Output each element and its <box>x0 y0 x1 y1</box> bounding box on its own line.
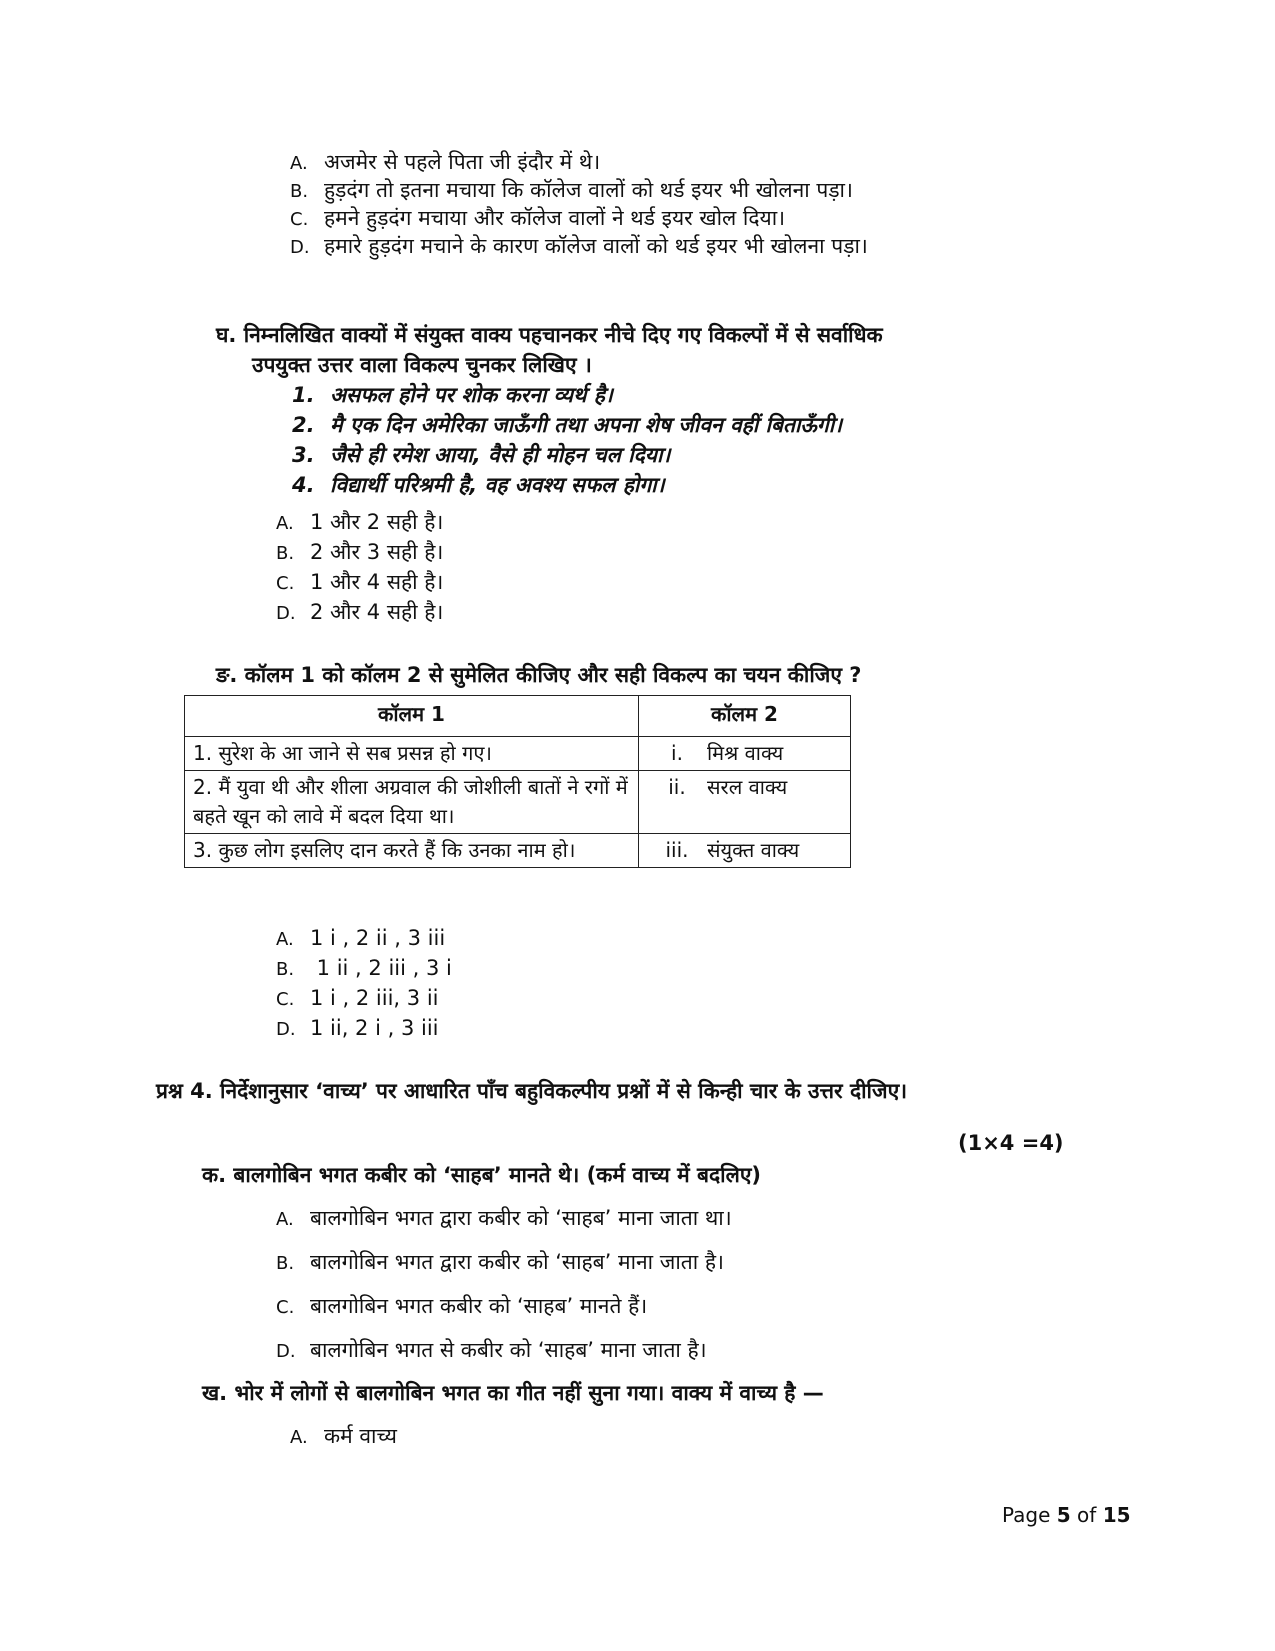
sentence-3: 3. जैसे ही रमेश आया, वैसे ही मोहन चल दिया। <box>292 443 671 467</box>
prev-option-b: B. हुड़दंग तो इतना मचाया कि कॉलेज वालों को थर्ड इयर भी खोलना पड़ा। <box>290 178 853 202</box>
ka-option-a: A. बालगोबिन भगत द्वारा कबीर को ‘साहब’ माना जाता था। <box>276 1206 732 1230</box>
col1-cell: 1. सुरेश के आ जाने से सब प्रसन्न हो गए। <box>185 737 639 771</box>
gha-option-b: B. 2 और 3 सही है। <box>276 540 444 564</box>
question-4-heading: प्रश्न 4. निर्देशानुसार ‘वाच्य’ पर आधारित पाँच बहुविकल्पीय प्रश्नों में से किन्ही चार के उत्तर दीजिए। <box>156 1079 908 1103</box>
table-row <box>185 771 851 834</box>
question-ka-heading: क. बालगोबिन भगत कबीर को ‘साहब’ मानते थे। (कर्म वाच्य में बदलिए) <box>202 1163 762 1187</box>
kha-option-a: A. कर्म वाच्य <box>290 1424 397 1448</box>
page-number: Page 5 of 15 <box>1002 1503 1131 1527</box>
marks-label: (1×4 =4) <box>958 1131 1064 1155</box>
sentence-1: 1. असफल होने पर शोक करना व्यर्थ है। <box>292 383 613 407</box>
nga-option-c: C. 1 i , 2 iii, 3 ii <box>276 986 439 1010</box>
sentence-2: 2. मै एक दिन अमेरिका जाऊँगी तथा अपना शेष जीवन वहीं बिताऊँगी। <box>292 413 843 437</box>
table-header-row <box>185 696 851 737</box>
table-row <box>185 834 851 868</box>
col1-cell: 3. कुछ लोग इसलिए दान करते हैं कि उनका नाम हो। <box>185 834 639 868</box>
question-nga-heading: ङ. कॉलम 1 को कॉलम 2 से सुमेलित कीजिए और सही विकल्प का चयन कीजिए ? <box>216 663 862 687</box>
gha-option-c: C. 1 और 4 सही है। <box>276 570 444 594</box>
question-gha-line1: घ. निम्नलिखित वाक्यों में संयुक्त वाक्य पहचानकर नीचे दिए गए विकल्पों में से सर्वाधिक <box>216 323 883 347</box>
gha-option-d: D. 2 और 4 सही है। <box>276 600 444 624</box>
nga-option-a: A. 1 i , 2 ii , 3 iii <box>276 926 446 950</box>
question-gha-line2: उपयुक्त उत्तर वाला विकल्प चुनकर लिखिए । <box>252 353 592 377</box>
matching-table <box>184 695 851 868</box>
col2-cell: ii. सरल वाक्य <box>639 771 851 834</box>
nga-option-d: D. 1 ii, 2 i , 3 iii <box>276 1016 439 1040</box>
col2-cell: iii. संयुक्त वाक्य <box>639 834 851 868</box>
ka-option-c: C. बालगोबिन भगत कबीर को ‘साहब’ मानते हैं। <box>276 1294 648 1318</box>
gha-option-a: A. 1 और 2 सही है। <box>276 510 444 534</box>
col1-cell: 2. मैं युवा थी और शीला अग्रवाल की जोशीली बातों ने रगों में बहते खून को लावे में बदल दिया था। <box>185 771 639 834</box>
table-row <box>185 737 851 771</box>
question-kha-heading: ख. भोर में लोगों से बालगोबिन भगत का गीत नहीं सुना गया। वाक्य में वाच्य है — <box>202 1381 824 1405</box>
col2-cell: i. मिश्र वाक्य <box>639 737 851 771</box>
ka-option-b: B. बालगोबिन भगत द्वारा कबीर को ‘साहब’ माना जाता है। <box>276 1250 724 1274</box>
col2-header: कॉलम 2 <box>639 696 851 737</box>
prev-option-d: D. हमारे हुड़दंग मचाने के कारण कॉलेज वालों को थर्ड इयर भी खोलना पड़ा। <box>290 234 868 258</box>
nga-option-b: B. 1 ii , 2 iii , 3 i <box>276 956 452 980</box>
col1-header: कॉलम 1 <box>185 696 639 737</box>
prev-option-c: C. हमने हुड़दंग मचाया और कॉलेज वालों ने थर्ड इयर खोल दिया। <box>290 206 786 230</box>
sentence-4: 4. विद्यार्थी परिश्रमी है, वह अवश्य सफल होगा। <box>292 473 665 497</box>
ka-option-d: D. बालगोबिन भगत से कबीर को ‘साहब’ माना जाता है। <box>276 1338 707 1362</box>
prev-option-a: A. अजमेर से पहले पिता जी इंदौर में थे। <box>290 150 601 174</box>
